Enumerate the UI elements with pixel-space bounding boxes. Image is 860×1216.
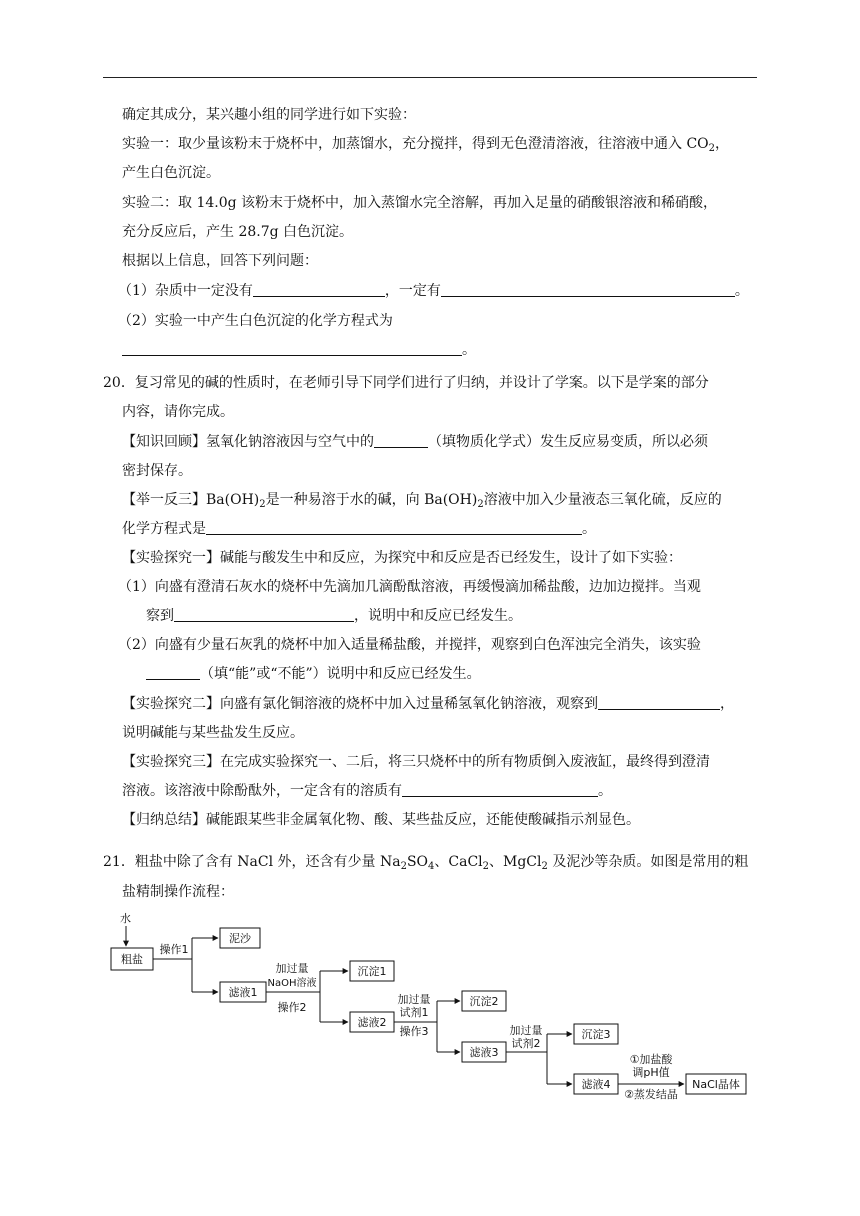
q20-extension-line2: 化学方程式是 。 [122, 521, 596, 537]
header-rule [103, 77, 757, 78]
answer-blank[interactable] [206, 520, 582, 535]
flow-filtrate1: 滤液1 [228, 986, 258, 999]
q19-experiment2: 实验二：取 14.0g 该粉末于烧杯中，加入蒸馏水完全溶解，再加入足量的硝酸银溶液和稀硝酸， [122, 195, 718, 211]
q20-exp2: 【实验探究二】向盛有氯化铜溶液的烧杯中加入过量稀氢氧化钠溶液，观察到 ， [122, 696, 734, 712]
q19-experiment1-line2: 产生白色沉淀。 [122, 165, 220, 181]
answer-blank[interactable] [146, 665, 200, 680]
flow-op3: 操作3 [399, 1025, 429, 1038]
flow-filtrate2: 滤液2 [357, 1016, 387, 1029]
answer-blank[interactable] [374, 433, 428, 448]
flow-mud: 泥沙 [229, 932, 251, 945]
flow-precip1: 沉淀1 [357, 965, 387, 978]
flow-step1: ①加盐酸 [629, 1053, 673, 1066]
q20-summary: 【归纳总结】碱能跟某些非金属氧化物、酸、某些盐反应，还能使酸碱指示剂显色。 [122, 812, 640, 828]
q19-subquestion-2-blank: 。 [122, 340, 476, 360]
q20-exp1-part2: （2）向盛有少量石灰乳的烧杯中加入适量稀盐酸，并搅拌，观察到白色浑浊完全消失，该实验 [118, 637, 701, 653]
q20-extension: 【举一反三】$Ba(OH)_2$是一种易溶于水的碱，向 $Ba(OH)_2$溶液中加入少量液态三氧化硫，反应的 [122, 492, 722, 510]
q20-exp1-title: 【实验探究一】碱能与酸发生中和反应，为探究中和反应是否已经发生，设计了如下实验： [122, 550, 682, 566]
answer-blank[interactable] [122, 341, 462, 356]
flow-water: 水 [120, 912, 131, 925]
q20-exp2-line2: 说明碱能与某些盐发生反应。 [122, 725, 304, 741]
q19-intro: 确定其成分，某兴趣小组的同学进行如下实验： [122, 107, 416, 123]
flow-reagent1: 试剂1 [399, 1006, 429, 1019]
flow-step2: ②蒸发结晶 [624, 1088, 678, 1101]
q20-review-line2: 密封保存。 [122, 463, 192, 479]
flow-precip2: 沉淀2 [469, 995, 499, 1008]
q21-stem: 21．粗盐中除了含有 NaCl 外，还含有少量 $Na_2SO_4$、CaCl$_2$、MgCl$_2$ 及泥沙等杂质。如图是常用的粗 [103, 854, 749, 872]
q20-exp3-line2: 溶液。该溶液中除酚酞外，一定含有的溶质有 。 [122, 783, 612, 799]
flow-precip3: 沉淀3 [581, 1028, 611, 1041]
q20-stem: 20．复习常见的碱的性质时，在老师引导下同学们进行了归纳，并设计了学案。以下是学案的部分 [103, 375, 709, 391]
q19-experiment1: 实验一：取少量该粉末于烧杯中，加蒸馏水，充分搅拌，得到无色澄清溶液，往溶液中通入 $CO_2$， [122, 136, 730, 154]
q19-prompt: 根据以上信息，回答下列问题： [122, 253, 318, 269]
flow-step1b: 调pH值 [632, 1066, 670, 1079]
q21-stem-line2: 盐精制操作流程： [122, 884, 234, 900]
q20-exp1-part1: （1）向盛有澄清石灰水的烧杯中先滴加几滴酚酞溶液，再缓慢滴加稀盐酸，边加边搅拌。当观 [118, 579, 701, 595]
flow-add-excess-1: 加过量 [275, 962, 309, 975]
flow-naoh: NaOH溶液 [267, 978, 317, 989]
q20-exp3: 【实验探究三】在完成实验探究一、二后，将三只烧杯中的所有物质倒入废液缸，最终得到澄清 [122, 754, 710, 770]
flow-crude-salt: 粗盐 [121, 953, 143, 966]
flow-add-excess-3: 加过量 [509, 1024, 543, 1037]
answer-blank[interactable] [174, 607, 354, 622]
flow-op1: 操作1 [159, 943, 189, 956]
q20-exp1-part1-line2: 察到 ，说明中和反应已经发生。 [146, 608, 522, 624]
purification-flowchart [104, 908, 764, 1103]
q20-stem-line2: 内容，请你完成。 [122, 404, 234, 420]
answer-blank[interactable] [441, 282, 735, 297]
answer-blank[interactable] [402, 782, 598, 797]
answer-blank[interactable] [598, 695, 720, 710]
answer-blank[interactable] [253, 282, 385, 297]
q19-subquestion-2: （2）实验一中产生白色沉淀的化学方程式为 [118, 313, 393, 329]
q19-experiment2-line2: 充分反应后，产生 28.7g 白色沉淀。 [122, 224, 354, 240]
q20-review: 【知识回顾】氢氧化钠溶液因与空气中的 （填物质化学式）发生反应易变质，所以必须 [122, 434, 708, 450]
q20-exp1-part2-line2: （填“能”或“不能”）说明中和反应已经发生。 [146, 664, 481, 684]
flow-reagent2: 试剂2 [511, 1037, 541, 1050]
flow-add-excess-2: 加过量 [397, 993, 431, 1006]
flow-op2: 操作2 [277, 1001, 307, 1014]
q19-subquestion-1: （1）杂质中一定没有 ，一定有 。 [118, 283, 749, 299]
flow-filtrate4: 滤液4 [581, 1078, 611, 1091]
flow-filtrate3: 滤液3 [469, 1046, 499, 1059]
flow-nacl-crystal: NaCl晶体 [692, 1078, 740, 1091]
